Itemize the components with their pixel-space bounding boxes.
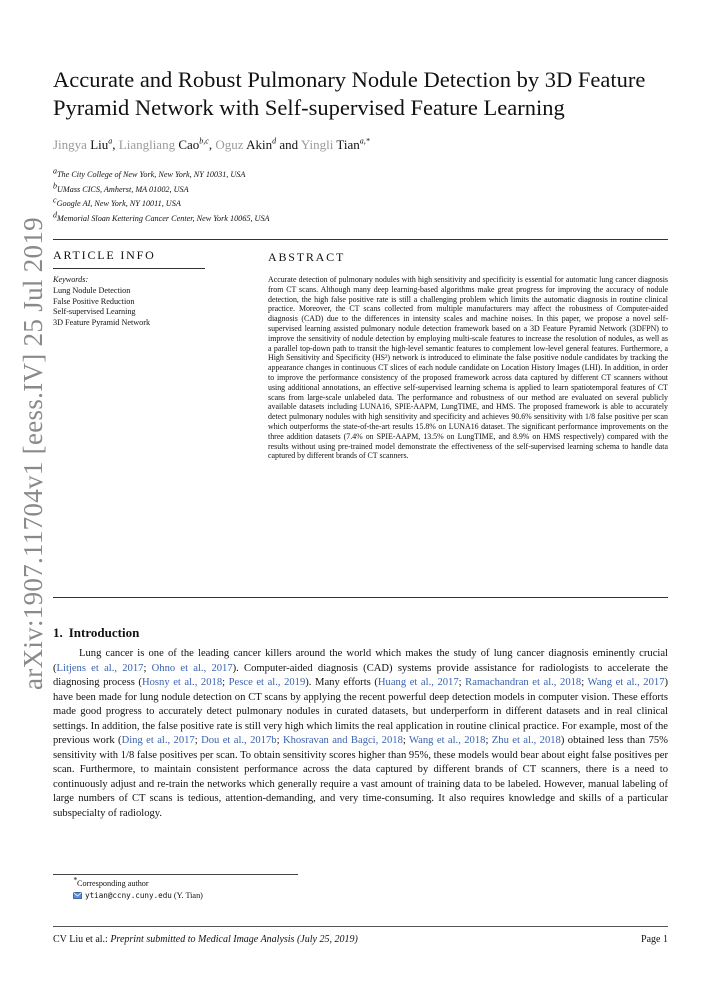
intro-text: ; [458, 677, 466, 688]
intro-text: ). Many efforts ( [305, 677, 378, 688]
author-affiliation-mark: a [108, 136, 113, 146]
citation-link[interactable]: Hosny et al., 2018 [141, 677, 223, 688]
introduction-paragraph [53, 647, 668, 821]
keywords-list [53, 286, 150, 329]
affiliation-text: Google AI, New York, NY 10011, USA [56, 199, 181, 208]
affiliation-text: UMass CICS, Amherst, MA 01002, USA [57, 184, 189, 194]
footnote-text: Corresponding author [77, 879, 149, 888]
paper-title: Accurate and Robust Pulmonary Nodule Detection by 3D Feature Pyramid Network with Self-supervised Feature Learning [53, 67, 646, 120]
affiliation-line [53, 209, 270, 227]
affiliation-mark: d [53, 209, 57, 219]
footnote [73, 875, 203, 902]
footnote-rule [53, 874, 298, 875]
author-last-name: Liu [90, 137, 109, 152]
abstract-body: Accurate detection of pulmonary nodules with high sensitivity and specificity is essential for automatic lung cancer diagnosis from CT scans. Although many deep learning-based algorithms make great progress for improving the accuracy of nodule detection, the high false positive rate is still a challenging problem which limits the automatic diagnosis in routine clinical practice. Moreover, the CT scans collected from multiple manufacturers may affect the robustness of Computer-aided diagnosis (CAD) due to the differences in intensity scales and machine noises. In this paper, we propose a novel self-supervised learning assisted pulmonary nodule detection framework based on a 3D Feature Pyramid Network (3DFPN) to improve the sensitivity of nodule detection by employing multi-scale features to increase the resolution of nodules, as well as a parallel top-down path to transit the high-level semantic features to complement low-level general features. Furthermore, a High Sensitivity and Specificity (HS²) network is introduced to eliminate the false positive nodule candidates by tracking the appearance changes in continuous CT slices of each nodule candidate on Location History Images (LHI). In addition, in order to improve the performance consistency of the proposed framework across data captured by different CT scanners without using additional annotations, an effective self-supervised learning schema is applied to learn spatiotemporal features of CT scans from large-scale unlabeled data. The performance and robustness of our method are evaluated on several publicly available datasets including LUNA16, SPIE-AAPM, LungTIME, and HMS. The proposed framework is able to accurately detect pulmonary nodules with high sensitivity and specificity and achieves 90.6% sensitivity with 1/8 false positive per scan which outperforms the state-of-the-art results 15.8% on LUNA16 dataset. The significant performance improvements on the three addition datasets (7.4% on SPIE-AAPM, 13.5% on LungTIME, and 8.9% on HMS respectively) compared with the results without using pre-trained model demonstrate the effectiveness of the self-supervised learning schema to handle data captured by different brands of CT scanners. [268, 275, 668, 461]
footnote-email-owner: (Y. Tian) [173, 891, 203, 900]
affiliation-mark: c [53, 195, 57, 205]
abstract-text [268, 275, 668, 461]
intro-text: ) have been made for lung nodule detection on CT scans by applying the recent powerful deep detection models in computer vision. These efforts made good progress to accurately detect pulmonary nodules in curated datasets, but underperform in different datasets and in real clinical settings. In addition, the false positive rate is still very high which limits the real application in routine clinical practice. For example, most of the previous work ( [53, 677, 669, 746]
arxiv-sidebar-id: arXiv:1907.11704v1 [eess.IV] 25 Jul 2019 [18, 217, 48, 690]
abstract-divider [53, 597, 668, 598]
footnote-mark: * [73, 875, 77, 885]
citation-link[interactable]: Wang et al., 2018 [409, 735, 486, 746]
affiliation-mark: a [53, 166, 57, 176]
intro-text: ; [402, 735, 410, 746]
intro-text: ; [194, 735, 202, 746]
keyword-item: False Positive Reduction [53, 296, 135, 306]
article-info-rule [53, 268, 205, 269]
footer-rule [53, 926, 668, 927]
keyword-item: Lung Nodule Detection [53, 285, 131, 295]
intro-text: ; [143, 662, 152, 674]
author-last-name: Cao [178, 137, 200, 152]
author-last-name: Akin [246, 137, 273, 152]
author-name [119, 137, 209, 152]
author-affiliation-mark: d [272, 136, 277, 146]
author-name [301, 137, 370, 152]
author-name [215, 137, 276, 152]
intro-text: ) obtained less than 75% sensitivity with 1/8 false positives per scan. To obtain sensitivity scores higher than 95%, these models would bear about eight false positives per scan. Furthermore, to maintain consistent performance across the data captured by different brands of CT scanners, there is a need to continuously adjust and re-train the networks which generally require a vast amount of training data to be labeled. However, manual labeling of large numbers of CT scans is tedious, attention-demanding, and very time-consuming. It also requires knowledge and skills of a particular subspecialty of radiology. [53, 735, 668, 819]
citation-link[interactable]: Wang et al., 2017 [587, 677, 665, 688]
article-info-heading: ARTICLE INFO [53, 248, 156, 262]
author-first-name: Oguz [215, 137, 244, 152]
author-first-name: Liangliang [118, 137, 176, 152]
section-heading-introduction [53, 625, 139, 641]
citation-link[interactable]: Ding et al., 2017 [121, 735, 195, 746]
email-icon [73, 892, 82, 899]
intro-text: Lung cancer is one of the leading cancer killers around the world which makes the study of lung cancer diagnosis eminently crucial ( [53, 648, 668, 674]
author-list: Jingya Liu$^a$, Liangliang Cao$^{b,c}$, Oguz Akin$^d$ and Yingli Tian$^{a,*}$ [53, 136, 370, 152]
intro-text: ; [581, 677, 588, 688]
author-affiliation-mark: a,* [359, 136, 370, 146]
citation-link[interactable]: Huang et al., 2017 [377, 677, 459, 688]
affiliation-text: Memorial Sloan Kettering Cancer Center, New York 10065, USA [57, 213, 270, 223]
keyword-item: Self-supervised Learning [53, 307, 136, 317]
author-first-name: Jingya [53, 137, 87, 152]
citation-link[interactable]: Ohno et al., 2017 [151, 662, 233, 674]
affiliation-line [53, 197, 270, 212]
citation-link[interactable]: Zhu et al., 2018 [491, 735, 561, 746]
keywords-block [53, 275, 150, 329]
header-divider [53, 239, 668, 240]
intro-text: ; [276, 735, 283, 746]
citation-link[interactable]: Ramachandran et al., 2018 [465, 677, 582, 688]
section-number: 1. [53, 625, 63, 640]
intro-text: ). Computer-aided diagnosis (CAD) systems provide assistance for radiologists to accelerate the diagnosing process ( [53, 662, 669, 688]
section-title: Introduction [68, 625, 140, 640]
affiliation-line [53, 180, 270, 198]
abstract-heading: ABSTRACT [268, 250, 346, 264]
affiliation-mark: b [53, 180, 57, 190]
page-number: Page 1 [641, 934, 668, 945]
footer-journal: Preprint submitted to Medical Image Analysis (July 25, 2019) [110, 934, 358, 945]
intro-text: ; [485, 735, 492, 746]
author-affiliation-mark: b,c [199, 136, 209, 146]
affiliation-text: The City College of New York, New York, NY 10031, USA [57, 170, 246, 179]
citation-link[interactable]: Litjens et al., 2017 [56, 662, 144, 674]
citation-link[interactable]: Pesce et al., 2019 [228, 677, 306, 688]
citation-link[interactable]: Dou et al., 2017b [201, 735, 277, 746]
keywords-label: Keywords: [53, 275, 89, 284]
citation-link[interactable]: Khosravan and Bagci, 2018 [282, 735, 403, 746]
affiliation-line [53, 168, 270, 183]
footnote-email[interactable]: ytian@ccny.cuny.edu [85, 891, 172, 900]
intro-text: ; [222, 677, 229, 688]
author-last-name: Tian [336, 137, 360, 152]
author-first-name: Yingli [300, 137, 334, 152]
affiliation-list [53, 168, 270, 226]
footer-authors: CV Liu et al.: [53, 934, 108, 945]
author-name [53, 137, 112, 152]
keyword-item: 3D Feature Pyramid Network [53, 318, 151, 328]
